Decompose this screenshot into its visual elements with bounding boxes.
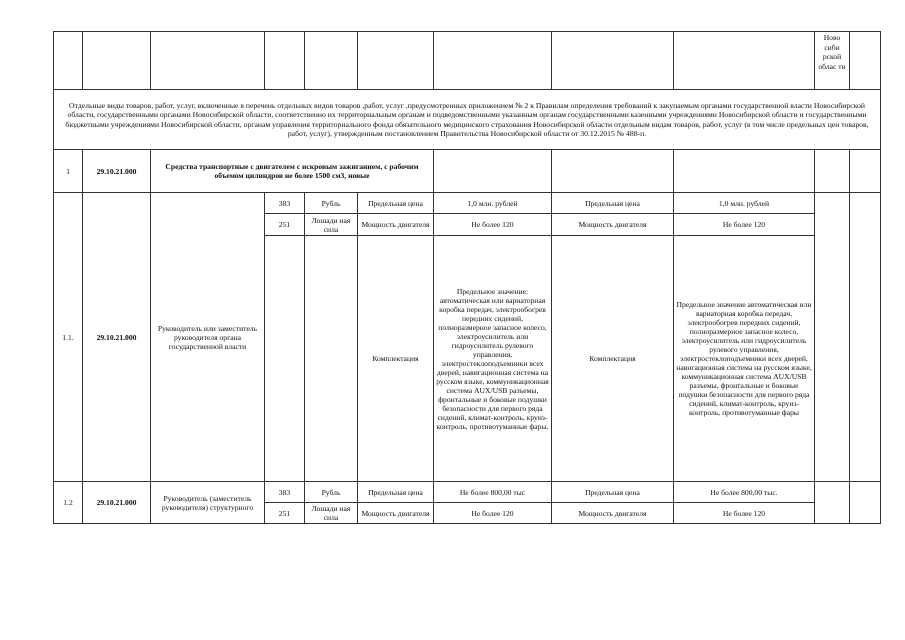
characteristic-2: Мощность двигателя [552, 503, 674, 524]
value: Не более 800,00 тыс [434, 482, 552, 503]
okei-code: 383 [265, 193, 305, 214]
unit-name [305, 236, 358, 482]
characteristic: Предельная цена [358, 193, 434, 214]
characteristic-2: Мощность двигателя [552, 214, 674, 236]
value: Не более 120 [434, 503, 552, 524]
value-2: Предельное значение автоматическая или вариаторная коробка передач, электрообогрев передних сидений, полноразмерное запасное колесо, электроусилитель или гидроусилитель рулевого управления, электростеклоподъемники всех дверей, навигационная система на русском языке, коммуникационная система AUX/USB разъемы, фронтальные и боковые подушки безопасности для первого ряда сидений, климат-контроль, круиз-контроль, противотуманные фары [674, 236, 815, 482]
okei-code [265, 236, 305, 482]
characteristic: Мощность двигателя [358, 503, 434, 524]
okpd-code: 29.10.21.000 [83, 193, 151, 482]
characteristic-2: Предельная цена [552, 193, 674, 214]
table-row-continuation [54, 32, 881, 90]
item-number: 1 [54, 150, 83, 193]
characteristic: Предельная цена [358, 482, 434, 503]
table-row-1-2-price [54, 482, 881, 503]
characteristic: Комплектация [358, 236, 434, 482]
unit-name: Лошади ная сила [305, 503, 358, 524]
table-row-1-1-price [54, 193, 881, 214]
requirements-table [53, 31, 881, 524]
item-name: Средства транспортные с двигателем с искровым зажиганием, с рабочим объемом цилиндров не более 1500 см3, новые [151, 150, 434, 193]
value: Предельное значение: автоматическая или вариаторная коробка передач, электрообогрев передних сидений, полноразмерное запасное колесо, электроусилитель или гидроусилитель рулевого управления, электростеклоподъемники всех дверей, навигационная система на русском языке, коммуникационная система AUX/USB разъемы, фронтальные и боковые подушки безопасности для первого ряда сидений, климат-контроль, круиз-контроль, противотуманные фары. [434, 236, 552, 482]
okei-code: 251 [265, 503, 305, 524]
okpd-code: 29.10.21.000 [83, 482, 151, 524]
value-2: Не более 120 [674, 214, 815, 236]
table-row-item-1 [54, 150, 881, 193]
okpd-code: 29.10.21.000 [83, 150, 151, 193]
value: 1,0 млн. рублей [434, 193, 552, 214]
okei-code: 251 [265, 214, 305, 236]
position-name: Руководитель (заместитель руководителя) структурного [151, 482, 265, 524]
characteristic-2: Комплектация [552, 236, 674, 482]
document-page [53, 31, 880, 524]
section-note: Отдельные виды товаров, работ, услуг, включенные в перечень отдельных видов товаров ,работ, услуг ,предусмотренных приложением № 2 к Правилам определения требований к закупаемым органами государственной власти Новосибирской области, государственными органами Новосибирской области, соответственно их территориальным органам и подведомственными указанным органам государственными казенными учреждениями Новосибирской области и государственными бюджетными учреждениями Новосибирской области, органам управления территориального фонда обязательного медицинского страхования Новосибирской области отдельным видам товаров, работ, услуг (в том числе предельных цен товаров, работ, услуг), утвержденным постановлением Правительства Новосибирской области от 30.12.2015 № 488-п. [54, 90, 881, 150]
characteristic-2: Предельная цена [552, 482, 674, 503]
value-2: Не более 120 [674, 503, 815, 524]
value-2: Не более 800,00 тыс. [674, 482, 815, 503]
okei-code: 383 [265, 482, 305, 503]
item-number: 1.1. [54, 193, 83, 482]
item-number: 1.2 [54, 482, 83, 524]
value: Не более 120 [434, 214, 552, 236]
table-row-note [54, 90, 881, 150]
characteristic: Мощность двигателя [358, 214, 434, 236]
value-2: 1,0 млн. рублей [674, 193, 815, 214]
position-name: Руководитель или заместитель руководителя органа государственной власти [151, 193, 265, 482]
unit-name: Рубль [305, 482, 358, 503]
region-cell: Ново сиби рской облас ти [815, 32, 850, 90]
unit-name: Рубль [305, 193, 358, 214]
unit-name: Лошади ная сила [305, 214, 358, 236]
